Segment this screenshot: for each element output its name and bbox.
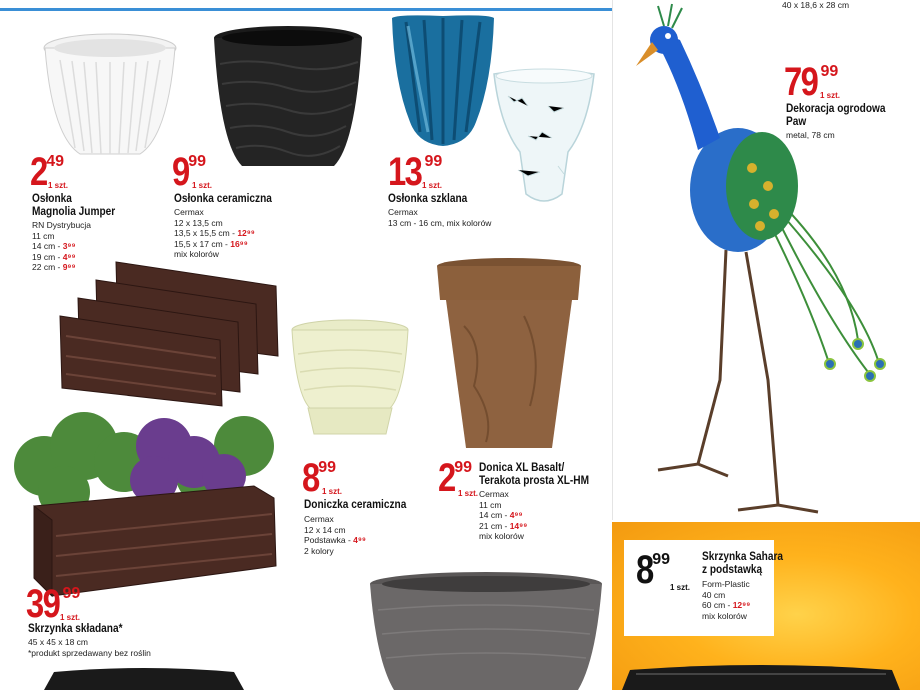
top-border bbox=[0, 0, 612, 11]
cream-pot-image bbox=[290, 318, 410, 438]
skrzynka-details: 45 x 45 x 18 cm *produkt sprzedawany bez roślin bbox=[28, 637, 151, 658]
szklana-price: 13 99 bbox=[388, 150, 443, 194]
paw-details: metal, 78 cm bbox=[786, 130, 835, 140]
ceramiczna-details: Cermax 12 x 13,5 cm 13,5 x 15,5 cm - 12⁹⁹ 15,5 x 17 cm - 16⁹⁹ mix kolorów bbox=[174, 207, 255, 259]
donica-details: Cermax 11 cm 14 cm - 4⁹⁹ 21 cm - 14⁹⁹ mix kolorów bbox=[479, 489, 528, 541]
szklana-details: Cermax 13 cm - 16 cm, mix kolorów bbox=[388, 207, 492, 228]
paw-name-line1: Dekoracja ogrodowa bbox=[786, 103, 886, 115]
sahara-name-line2: z podstawką bbox=[702, 564, 763, 576]
black-ceramic-pot-image bbox=[212, 24, 364, 174]
blue-glass-vase-image bbox=[388, 12, 498, 150]
magnolia-price: 2 49 bbox=[30, 150, 65, 194]
magnolia-details: RN Dystrybucja 11 cm 14 cm - 3⁹⁹ 19 cm - 4⁹⁹ 22 cm - 9⁹⁹ bbox=[32, 220, 92, 272]
sahara-name-line1: Skrzynka Sahara bbox=[702, 551, 784, 563]
clear-glass-vase-image bbox=[488, 66, 600, 212]
sahara-price: 8 99 bbox=[636, 548, 671, 592]
paw-price: 79 99 bbox=[784, 60, 839, 104]
black-tray-image-left bbox=[44, 664, 244, 690]
doniczka-price: 8 99 bbox=[302, 456, 337, 500]
skrzynka-price: 39 99 bbox=[26, 582, 81, 626]
ceramiczna-price: 9 99 bbox=[172, 150, 207, 194]
gray-pot-image bbox=[366, 570, 606, 690]
sahara-details: Form-Plastic 40 cm 60 cm - 12⁹⁹ mix kolorów bbox=[702, 579, 751, 621]
fence-panels-image bbox=[56, 256, 286, 410]
donica-name-line1: Donica XL Basalt/ bbox=[479, 462, 565, 474]
donica-name-line2: Terakota prosta XL-HM bbox=[479, 475, 590, 487]
ceramiczna-unit: 1 szt. bbox=[192, 181, 213, 190]
doniczka-name: Doniczka ceramiczna bbox=[304, 499, 407, 511]
szklana-name: Osłonka szklana bbox=[388, 193, 468, 205]
ceramiczna-name: Osłonka ceramiczna bbox=[174, 193, 272, 205]
szklana-unit: 1 szt. bbox=[422, 181, 443, 190]
magnolia-unit: 1 szt. bbox=[48, 181, 69, 190]
terracotta-pot-image bbox=[434, 256, 584, 452]
magnolia-name-line1: Osłonka bbox=[32, 193, 72, 205]
column-divider bbox=[612, 0, 613, 520]
skrzynka-name: Skrzynka składana* bbox=[28, 623, 123, 635]
magnolia-pot-image bbox=[40, 26, 180, 166]
sahara-tray-image bbox=[622, 660, 900, 690]
peacock-decoration-image bbox=[628, 0, 912, 520]
magnolia-name-line2: Magnolia Jumper bbox=[32, 206, 116, 218]
sahara-unit: 1 szt. bbox=[670, 583, 691, 592]
header-dimensions: 40 x 18,6 x 28 cm bbox=[782, 0, 850, 10]
paw-name-line2: Paw bbox=[786, 116, 807, 128]
skrzynka-unit: 1 szt. bbox=[60, 613, 81, 622]
donica-price: 2 99 bbox=[438, 456, 473, 500]
paw-unit: 1 szt. bbox=[820, 91, 841, 100]
doniczka-unit: 1 szt. bbox=[322, 487, 343, 496]
doniczka-details: Cermax 12 x 14 cm Podstawka - 4⁹⁹ 2 kolory bbox=[304, 514, 366, 556]
donica-unit: 1 szt. bbox=[458, 489, 479, 498]
